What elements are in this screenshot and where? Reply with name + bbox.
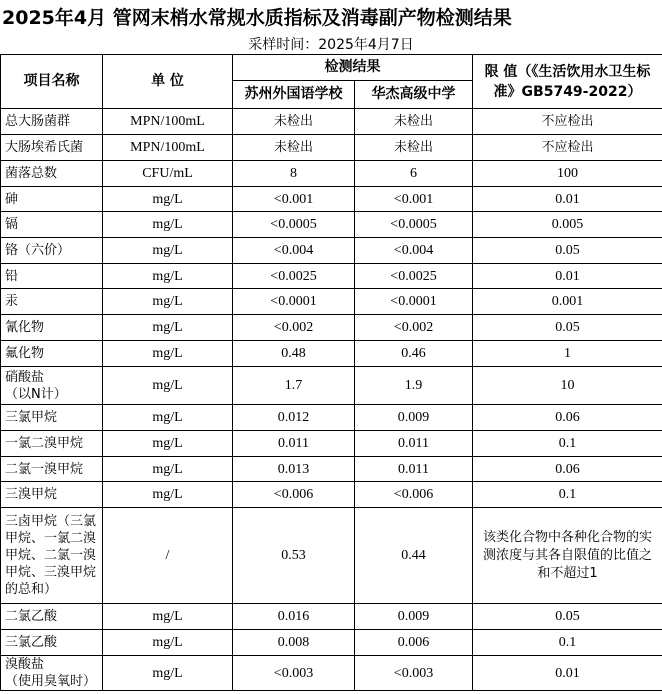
table-row — [1, 187, 662, 212]
item-name: 硝酸盐 （以N计） — [1, 367, 103, 405]
site-1-value: <0.0001 — [233, 289, 355, 315]
site-1-value: 0.53 — [233, 508, 355, 604]
limit-value: 0.05 — [473, 238, 662, 264]
header-limit: 限 值（《生活饮用水卫生标准》GB5749-2022） — [473, 55, 662, 109]
item-name: 三卤甲烷（三氯甲烷、一氯二溴甲烷、二氯一溴甲烷、三溴甲烷的总和） — [1, 508, 103, 604]
site-1-value: 0.016 — [233, 604, 355, 630]
unit-cell: mg/L — [103, 457, 233, 482]
site-2-value: 0.009 — [355, 604, 473, 630]
site-1-value: <0.001 — [233, 187, 355, 212]
unit-cell: mg/L — [103, 238, 233, 264]
item-name: 溴酸盐 （使用臭氧时） — [1, 656, 103, 691]
unit-cell: CFU/mL — [103, 161, 233, 187]
site-2-value: 未检出 — [355, 109, 473, 135]
table-row — [1, 109, 662, 135]
site-1-value: 1.7 — [233, 367, 355, 405]
site-2-value: <0.001 — [355, 187, 473, 212]
limit-value: 0.05 — [473, 315, 662, 341]
limit-value: 0.1 — [473, 630, 662, 656]
site-1-value: <0.0025 — [233, 264, 355, 289]
site-2-value: 0.44 — [355, 508, 473, 604]
table-row — [1, 341, 662, 367]
site-2-value: 未检出 — [355, 135, 473, 161]
unit-cell: / — [103, 508, 233, 604]
unit-cell: mg/L — [103, 630, 233, 656]
site-1-value: <0.004 — [233, 238, 355, 264]
site-2-value: 0.011 — [355, 457, 473, 482]
table-row — [1, 656, 662, 691]
site-2-value: 0.011 — [355, 431, 473, 457]
table-row — [1, 238, 662, 264]
limit-value: 1 — [473, 341, 662, 367]
item-name: 三溴甲烷 — [1, 482, 103, 508]
table-row — [1, 431, 662, 457]
item-name: 氰化物 — [1, 315, 103, 341]
limit-value: 0.001 — [473, 289, 662, 315]
site-1-value: 0.48 — [233, 341, 355, 367]
limit-value: 不应检出 — [473, 109, 662, 135]
table-row — [1, 135, 662, 161]
unit-cell: mg/L — [103, 289, 233, 315]
limit-value: 该类化合物中各种化合物的实测浓度与其各自限值的比值之和不超过1 — [473, 508, 662, 604]
table-row — [1, 508, 662, 604]
page-title: 2025年4月 管网末梢水常规水质指标及消毒副产物检测结果 — [2, 7, 512, 29]
unit-cell: mg/L — [103, 431, 233, 457]
site-2-value: <0.0001 — [355, 289, 473, 315]
limit-value: 0.06 — [473, 457, 662, 482]
limit-value: 0.01 — [473, 187, 662, 212]
unit-cell: mg/L — [103, 405, 233, 431]
table-row — [1, 161, 662, 187]
limit-value: 100 — [473, 161, 662, 187]
site-2-value: <0.002 — [355, 315, 473, 341]
unit-cell: mg/L — [103, 341, 233, 367]
site-1-value: 0.012 — [233, 405, 355, 431]
table-row — [1, 457, 662, 482]
site-2-value: <0.0025 — [355, 264, 473, 289]
item-name: 二氯一溴甲烷 — [1, 457, 103, 482]
table-row — [1, 212, 662, 238]
limit-value: 0.1 — [473, 431, 662, 457]
site-2-value: 0.009 — [355, 405, 473, 431]
unit-cell: MPN/100mL — [103, 135, 233, 161]
item-name: 大肠埃希氏菌 — [1, 135, 103, 161]
table-row — [1, 604, 662, 630]
site-2-value: 0.46 — [355, 341, 473, 367]
site-1-value: 未检出 — [233, 135, 355, 161]
site-2-value: 1.9 — [355, 367, 473, 405]
site-1-value: <0.002 — [233, 315, 355, 341]
site-2-value: <0.004 — [355, 238, 473, 264]
unit-cell: mg/L — [103, 604, 233, 630]
limit-value: 0.01 — [473, 656, 662, 691]
limit-value: 0.01 — [473, 264, 662, 289]
site-2-value: 6 — [355, 161, 473, 187]
header-results: 检测结果 — [233, 55, 473, 81]
site-1-value: <0.006 — [233, 482, 355, 508]
site-2-value: <0.0005 — [355, 212, 473, 238]
sampling-time: 采样时间：2025年4月7日 — [248, 37, 414, 53]
site-1-value: <0.003 — [233, 656, 355, 691]
item-name: 三氯甲烷 — [1, 405, 103, 431]
unit-cell: mg/L — [103, 656, 233, 691]
table-row — [1, 630, 662, 656]
site-1-value: <0.0005 — [233, 212, 355, 238]
item-name: 总大肠菌群 — [1, 109, 103, 135]
unit-cell: mg/L — [103, 367, 233, 405]
table-row — [1, 315, 662, 341]
unit-cell: mg/L — [103, 315, 233, 341]
table-row — [1, 289, 662, 315]
item-name: 铬（六价） — [1, 238, 103, 264]
item-name: 汞 — [1, 289, 103, 315]
table-row — [1, 367, 662, 405]
site-2-value: <0.003 — [355, 656, 473, 691]
site-2-value: 0.006 — [355, 630, 473, 656]
unit-cell: mg/L — [103, 482, 233, 508]
site-1-value: 未检出 — [233, 109, 355, 135]
site-2-value: <0.006 — [355, 482, 473, 508]
item-name: 砷 — [1, 187, 103, 212]
limit-value: 0.06 — [473, 405, 662, 431]
item-name: 三氯乙酸 — [1, 630, 103, 656]
item-name: 菌落总数 — [1, 161, 103, 187]
unit-cell: mg/L — [103, 187, 233, 212]
table-row — [1, 264, 662, 289]
table-row — [1, 482, 662, 508]
header-site-1: 苏州外国语学校 — [233, 81, 355, 109]
site-1-value: 0.013 — [233, 457, 355, 482]
item-name: 二氯乙酸 — [1, 604, 103, 630]
unit-cell: mg/L — [103, 212, 233, 238]
site-1-value: 0.011 — [233, 431, 355, 457]
limit-value: 0.05 — [473, 604, 662, 630]
item-name: 氟化物 — [1, 341, 103, 367]
unit-cell: MPN/100mL — [103, 109, 233, 135]
site-1-value: 8 — [233, 161, 355, 187]
header-unit: 单 位 — [103, 55, 233, 109]
results-table — [0, 54, 662, 691]
header-site-2: 华杰高级中学 — [355, 81, 473, 109]
site-1-value: 0.008 — [233, 630, 355, 656]
limit-value: 不应检出 — [473, 135, 662, 161]
unit-cell: mg/L — [103, 264, 233, 289]
item-name: 镉 — [1, 212, 103, 238]
table-row — [1, 405, 662, 431]
limit-value: 0.1 — [473, 482, 662, 508]
limit-value: 10 — [473, 367, 662, 405]
item-name: 铅 — [1, 264, 103, 289]
item-name: 一氯二溴甲烷 — [1, 431, 103, 457]
header-item-name: 项目名称 — [1, 55, 103, 109]
limit-value: 0.005 — [473, 212, 662, 238]
